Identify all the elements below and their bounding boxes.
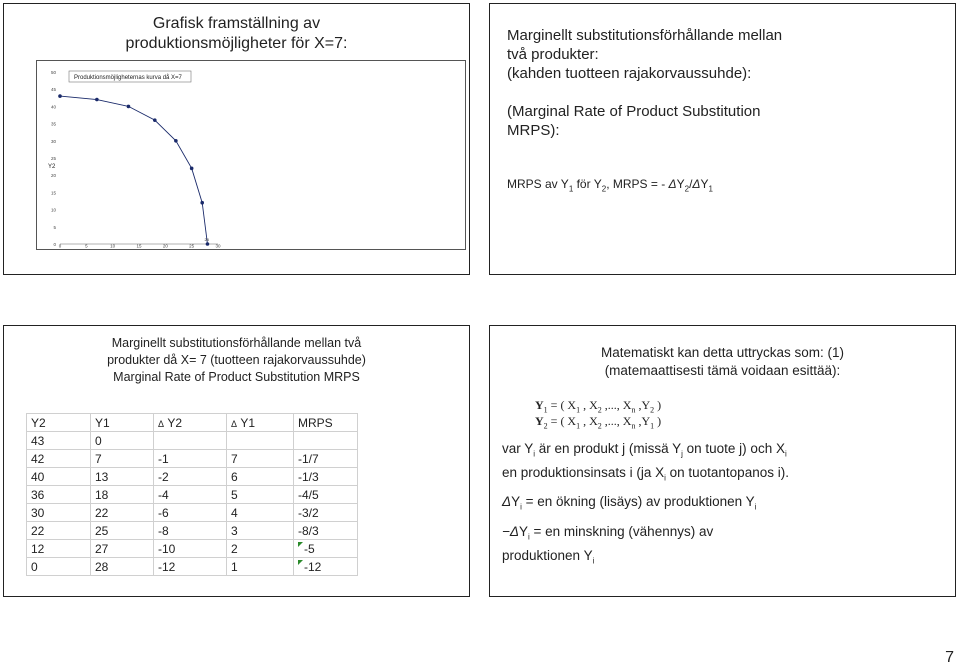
table-cell: -4/5 <box>294 486 358 504</box>
table-cell: -1/3 <box>294 468 358 486</box>
body-line: en produktionsinsats i (ja $X_i$ on tuotantopanos i). <box>502 464 789 483</box>
table-row <box>27 522 358 540</box>
table-row <box>27 450 358 468</box>
table-cell: -1 <box>154 450 227 468</box>
minus-delta-symbol: −Δ <box>502 524 519 540</box>
text-line: (kahden tuotteen rajakorvaussuhde): <box>507 65 752 82</box>
table-cell: 27 <box>91 540 154 558</box>
table-cell: 40 <box>27 468 91 486</box>
y-axis-label: Y2 <box>48 164 56 170</box>
table-cell: 42 <box>27 450 91 468</box>
table-cell: 25 <box>91 522 154 540</box>
table-cell: 1 <box>227 558 294 576</box>
header-delta-y2: Δ Y2 <box>154 414 227 432</box>
table-cell: 13 <box>91 468 154 486</box>
y-tick-label: 25 <box>50 156 56 161</box>
table-cell: -1/7 <box>294 450 358 468</box>
slide-mrps-definition <box>489 3 956 275</box>
delta-symbol: Δ <box>502 494 512 510</box>
table-row <box>27 486 358 504</box>
x-tick-label: 0 <box>58 243 62 249</box>
table-cell: -8/3 <box>294 522 358 540</box>
text-line: MRPS): <box>507 122 560 139</box>
error-flag-icon <box>298 560 303 565</box>
table-cell: 4 <box>227 504 294 522</box>
y-tick-label: 20 <box>50 173 56 179</box>
chart-frame <box>37 61 466 250</box>
table-cell: -12 <box>294 558 358 576</box>
page-number: 7 <box>945 649 954 666</box>
slide-mrps-table <box>3 325 470 597</box>
table-cell: 12 <box>27 540 91 558</box>
table-row <box>27 504 358 522</box>
ppc-data-point <box>95 98 99 102</box>
y-tick-label: 35 <box>50 121 56 127</box>
header-mrps: MRPS <box>294 414 358 432</box>
mrps-table <box>26 413 358 576</box>
table-cell: 0 <box>91 432 154 450</box>
table-cell: -3/2 <box>294 504 358 522</box>
ppc-data-point <box>153 118 157 122</box>
ppc-svg <box>36 60 466 250</box>
table-cell: -2 <box>154 468 227 486</box>
slide1-title-line: produktionsmöjligheter för X=7: <box>125 35 348 52</box>
delta-symbol: Δ <box>668 177 677 191</box>
header-delta-y1: Δ Y1 <box>227 414 294 432</box>
text-line: Marginellt substitutionsförhållande mellan <box>507 27 783 44</box>
x-tick-label: 10 <box>110 243 116 249</box>
table-cell: 30 <box>27 504 91 522</box>
table-row <box>27 540 358 558</box>
y-tick-label: 15 <box>50 190 56 196</box>
slide3-title-line: produkter då X= 7 (tuotteen rajakorvaussuhde) <box>107 353 366 367</box>
body-line: var $Y_i$ är en produkt j (missä $Y_j$ on tuote j) och $X_i$ <box>502 441 787 459</box>
table-cell <box>294 432 358 450</box>
y-tick-label: 5 <box>53 224 56 230</box>
intro-line: (matemaattisesti tämä voidaan esittää): <box>604 363 841 378</box>
table-cell: 43 <box>27 432 91 450</box>
x-tick-label: 25 <box>189 243 195 249</box>
table-cell: 28 <box>91 558 154 576</box>
slide1-title <box>4 14 469 54</box>
table-cell: 22 <box>91 504 154 522</box>
slide3-title-line: Marginellt substitutionsförhållande mellan två <box>111 336 362 350</box>
slide-mathematical-expression <box>489 325 956 597</box>
table-cell: -8 <box>154 522 227 540</box>
table-cell: 18 <box>91 486 154 504</box>
x-tick-label: 5 <box>85 243 88 249</box>
table-cell: -10 <box>154 540 227 558</box>
error-flag-icon <box>298 542 303 547</box>
slide3-title <box>4 335 469 386</box>
x-tick-label: 15 <box>136 243 142 249</box>
y-tick-label: 10 <box>50 207 56 213</box>
y-tick-label: 50 <box>50 70 56 75</box>
body-line: produktionen $Y_i$ <box>502 547 595 566</box>
x-tick-label: 30 <box>215 243 221 249</box>
delta-symbol: Δ <box>692 177 701 191</box>
y-tick-label: 0 <box>53 242 56 247</box>
table-row <box>27 558 358 576</box>
table-cell: 7 <box>227 450 294 468</box>
table-cell: 2 <box>227 540 294 558</box>
ppc-data-label: 28 <box>204 237 209 242</box>
ppc-data-point <box>200 201 204 205</box>
slide3-title-line: Marginal Rate of Product Substitution MRPS <box>113 370 360 384</box>
table-cell: -5 <box>294 540 358 558</box>
header-y2: Y2 <box>27 414 91 432</box>
table-row <box>27 468 358 486</box>
table-row <box>27 432 358 450</box>
table-cell: 5 <box>227 486 294 504</box>
header-y1: Y1 <box>91 414 154 432</box>
equation-y1: $Y_1$ = ( $X_1$ , $X_2$ ,..., $X_n$ $,Y_2$ ) <box>535 398 662 415</box>
mrps-formula: MRPS av $Y_1$ för $Y_2$, MRPS = - $\Delta Y_2/\Delta Y_1$ <box>507 177 713 194</box>
table-cell: 36 <box>27 486 91 504</box>
y-tick-label: 30 <box>50 138 56 144</box>
equation-y2: $Y_2$ = ( $X_1$ , $X_2$ ,..., $X_n$ $,Y_1$ ) <box>535 414 662 431</box>
production-possibility-chart <box>36 60 466 250</box>
table-cell <box>154 432 227 450</box>
slide-production-chart <box>3 3 470 275</box>
ppc-data-point <box>206 242 210 246</box>
ppc-data-point <box>127 105 131 109</box>
table-cell: -12 <box>154 558 227 576</box>
table-cell: 22 <box>27 522 91 540</box>
delta-symbol: Δ <box>158 418 165 429</box>
body-line: $-\Delta Y_i$ = en minskning (vähennys) av <box>502 524 714 542</box>
table-header-row <box>27 414 358 432</box>
ppc-data-point <box>58 94 62 98</box>
intro-line: Matematiskt kan detta uttryckas som: (1) <box>600 345 845 360</box>
slide4-body <box>502 440 789 570</box>
y-tick-label: 40 <box>50 104 56 110</box>
text-line: två produkter: <box>507 46 599 63</box>
slide1-title-line: Grafisk framställning av <box>152 15 321 32</box>
x-tick-label: 20 <box>162 243 168 249</box>
delta-symbol: Δ <box>231 418 238 429</box>
table-cell: 3 <box>227 522 294 540</box>
mrps-definition-text <box>507 26 782 140</box>
slide4-intro <box>490 344 955 380</box>
table-cell: -4 <box>154 486 227 504</box>
text-line: (Marginal Rate of Product Substitution <box>507 103 761 120</box>
ppc-data-point <box>174 139 178 143</box>
table-cell: 7 <box>91 450 154 468</box>
ppc-data-point <box>190 167 194 171</box>
table-cell <box>227 432 294 450</box>
table-cell: 6 <box>227 468 294 486</box>
body-line: $\Delta Y_i$ = en ökning (lisäys) av produktionen $Y_i$ <box>502 494 757 513</box>
table-cell: -6 <box>154 504 227 522</box>
table-cell: 0 <box>27 558 91 576</box>
y-tick-label: 45 <box>50 87 56 93</box>
chart-title: Produktionsmöjligheternas kurva då X=7 <box>74 75 182 81</box>
